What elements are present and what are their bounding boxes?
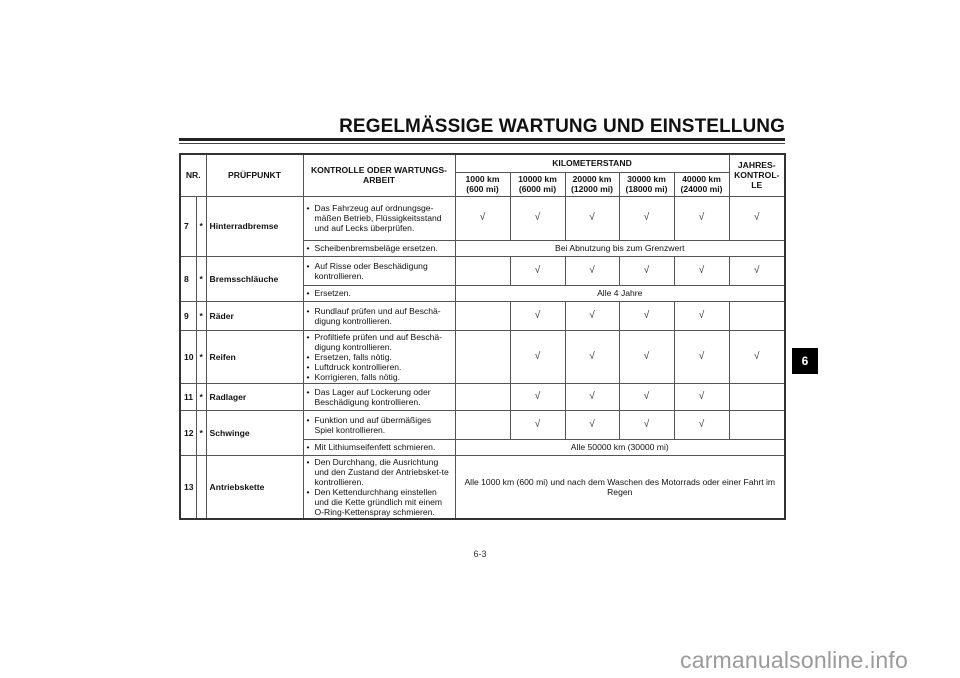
check-item: Bremsschläuche (206, 256, 303, 301)
check-mark-icon: √ (643, 418, 650, 430)
task-bullet: • Luftdruck kontrollieren. (307, 362, 452, 372)
interval-check-cell (455, 196, 510, 240)
check-mark-icon: √ (643, 309, 650, 321)
dealer-service-marker (196, 455, 206, 519)
check-mark-icon: √ (534, 418, 541, 430)
task-cell (303, 410, 455, 439)
interval-check-cell (674, 383, 729, 410)
km-label: 10000 km (518, 174, 557, 184)
check-item: Radlager (206, 383, 303, 410)
interval-check-cell (565, 256, 619, 285)
task-cell (303, 439, 455, 455)
interval-note: Alle 50000 km (30000 mi) (455, 439, 785, 455)
interval-check-cell (674, 330, 729, 383)
annual-check-cell (729, 301, 785, 330)
check-mark-icon: √ (589, 390, 595, 402)
check-item: Räder (206, 301, 303, 330)
task-bullet: • Rundlauf prüfen und auf Beschä-digung kontrollieren. (307, 306, 452, 326)
header-km-2 (565, 172, 619, 196)
task-bullet: • Korrigieren, falls nötig. (307, 372, 452, 382)
km-label: 1000 km (465, 174, 500, 184)
header-km-3 (619, 172, 674, 196)
interval-check-cell (674, 256, 729, 285)
km-label: 20000 km (572, 174, 612, 184)
interval-check-cell (619, 330, 674, 383)
interval-check-cell (674, 301, 729, 330)
title-rule-thin (179, 143, 785, 144)
check-mark-icon: √ (589, 264, 595, 276)
check-item: Hinterradbremse (206, 196, 303, 256)
interval-check-cell (565, 196, 619, 240)
interval-check-cell (455, 383, 510, 410)
check-mark-icon: √ (534, 264, 541, 276)
annual-check-cell (729, 383, 785, 410)
check-mark-icon: √ (754, 350, 760, 362)
interval-note: Alle 4 Jahre (455, 285, 785, 301)
interval-check-cell (674, 196, 729, 240)
interval-check-cell (510, 196, 565, 240)
interval-check-cell (510, 256, 565, 285)
check-mark-icon: √ (589, 309, 595, 321)
interval-check-cell (455, 330, 510, 383)
check-mark-icon: √ (643, 212, 650, 223)
annual-check-cell (729, 196, 785, 240)
task-bullet: • Auf Risse oder Beschädigung kontrollieren. (307, 261, 452, 281)
check-mark-icon: √ (698, 212, 705, 223)
task-bullet: • Ersetzen. (307, 288, 452, 298)
header-nr: NR. (180, 154, 206, 196)
interval-note: Alle 1000 km (600 mi) und nach dem Waschen des Motorrads oder einer Fahrt im Regen (455, 455, 785, 519)
check-mark-icon: √ (479, 212, 486, 223)
task-bullet: • Scheibenbremsbeläge ersetzen. (307, 243, 452, 253)
check-mark-icon: √ (698, 418, 705, 430)
row-number: 9 (180, 301, 196, 330)
interval-check-cell (510, 330, 565, 383)
annual-check-cell (729, 256, 785, 285)
table-row (180, 410, 785, 439)
table-row (180, 330, 785, 383)
row-number: 7 (180, 196, 196, 256)
page-number: 6-3 (473, 549, 487, 559)
interval-check-cell (565, 330, 619, 383)
watermark: carmanualsonline.info (680, 647, 908, 673)
chapter-tab: 6 (792, 348, 818, 374)
interval-note: Bei Abnutzung bis zum Grenzwert (455, 240, 785, 256)
interval-check-cell (455, 301, 510, 330)
task-cell (303, 240, 455, 256)
check-mark-icon: √ (754, 212, 760, 223)
task-bullet: • Profiltiefe prüfen und auf Beschä-digung kontrollieren. (307, 332, 452, 352)
header-km-group: KILOMETERSTAND (455, 154, 729, 172)
annual-check-cell (729, 330, 785, 383)
check-mark-icon: √ (534, 390, 541, 402)
row-number: 11 (180, 383, 196, 410)
task-cell (303, 330, 455, 383)
page-title: REGELMÄSSIGE WARTUNG UND EINSTELLUNG (339, 116, 785, 137)
row-number: 13 (180, 455, 196, 519)
check-mark-icon: √ (643, 390, 650, 402)
check-item: Schwinge (206, 410, 303, 455)
mi-label: (12000 mi) (570, 184, 614, 194)
check-mark-icon: √ (754, 264, 760, 276)
mi-label: (18000 mi) (625, 184, 668, 194)
maintenance-table (179, 153, 786, 520)
interval-check-cell (619, 301, 674, 330)
table-row (180, 383, 785, 410)
mi-label: (6000 mi) (518, 184, 557, 194)
row-number: 8 (180, 256, 196, 301)
table-row (180, 196, 785, 240)
interval-check-cell (455, 256, 510, 285)
header-km-4 (674, 172, 729, 196)
header-km-1 (510, 172, 565, 196)
check-mark-icon: √ (589, 350, 595, 362)
check-mark-icon: √ (534, 212, 541, 223)
interval-check-cell (455, 410, 510, 439)
interval-check-cell (510, 383, 565, 410)
task-bullet: • Das Lager auf Lockerung oder Beschädigung kontrollieren. (307, 387, 452, 407)
mi-label: (600 mi) (466, 184, 499, 194)
task-bullet: • Ersetzen, falls nötig. (307, 352, 452, 362)
interval-check-cell (619, 196, 674, 240)
check-mark-icon: √ (698, 390, 705, 402)
annual-check-cell (729, 410, 785, 439)
check-mark-icon: √ (698, 309, 705, 321)
dealer-service-marker: * (196, 256, 206, 301)
check-item: Antriebskette (206, 455, 303, 519)
task-bullet: • Den Durchhang, die Ausrichtung und den Zustand der Antriebsket-te kontrollieren. (307, 457, 452, 487)
interval-check-cell (619, 410, 674, 439)
interval-check-cell (565, 383, 619, 410)
check-mark-icon: √ (589, 418, 595, 430)
task-cell (303, 256, 455, 285)
check-mark-icon: √ (589, 212, 595, 223)
task-cell (303, 455, 455, 519)
row-number: 12 (180, 410, 196, 455)
km-label: 30000 km (627, 174, 666, 184)
check-mark-icon: √ (534, 309, 541, 321)
dealer-service-marker: * (196, 196, 206, 256)
header-km-0 (455, 172, 510, 196)
interval-check-cell (674, 410, 729, 439)
km-label: 40000 km (682, 174, 721, 184)
header-task: KONTROLLE ODER WARTUNGS-ARBEIT (303, 154, 455, 196)
interval-check-cell (510, 410, 565, 439)
interval-check-cell (619, 383, 674, 410)
check-mark-icon: √ (534, 350, 541, 362)
check-mark-icon: √ (698, 350, 705, 362)
header-annual: JAHRES-KONTROL-LE (729, 154, 785, 196)
task-cell (303, 301, 455, 330)
interval-check-cell (619, 256, 674, 285)
task-cell (303, 383, 455, 410)
check-mark-icon: √ (698, 264, 705, 276)
table-row (180, 256, 785, 285)
table-row (180, 455, 785, 519)
task-bullet: • Funktion und auf übermäßiges Spiel kontrollieren. (307, 415, 452, 435)
check-mark-icon: √ (643, 264, 650, 276)
dealer-service-marker: * (196, 383, 206, 410)
task-bullet: • Den Kettendurchhang einstellen und die Kette gründlich mit einem O-Ring-Kettenspray schmieren. (307, 487, 452, 517)
check-item: Reifen (206, 330, 303, 383)
table-body (180, 196, 785, 519)
mi-label: (24000 mi) (680, 184, 723, 194)
table-row (180, 301, 785, 330)
interval-check-cell (510, 301, 565, 330)
interval-check-cell (565, 301, 619, 330)
task-bullet: • Das Fahrzeug auf ordnungsge-mäßen Betrieb, Flüssigkeitsstand und auf Lecks überprüfen. (307, 203, 452, 233)
task-cell (303, 196, 455, 240)
task-cell (303, 285, 455, 301)
check-mark-icon: √ (643, 350, 650, 362)
dealer-service-marker: * (196, 330, 206, 383)
dealer-service-marker: * (196, 410, 206, 455)
dealer-service-marker: * (196, 301, 206, 330)
row-number: 10 (180, 330, 196, 383)
header-item: PRÜFPUNKT (206, 154, 303, 196)
task-bullet: • Mit Lithiumseifenfett schmieren. (307, 442, 452, 452)
interval-check-cell (565, 410, 619, 439)
title-rule (179, 138, 785, 141)
